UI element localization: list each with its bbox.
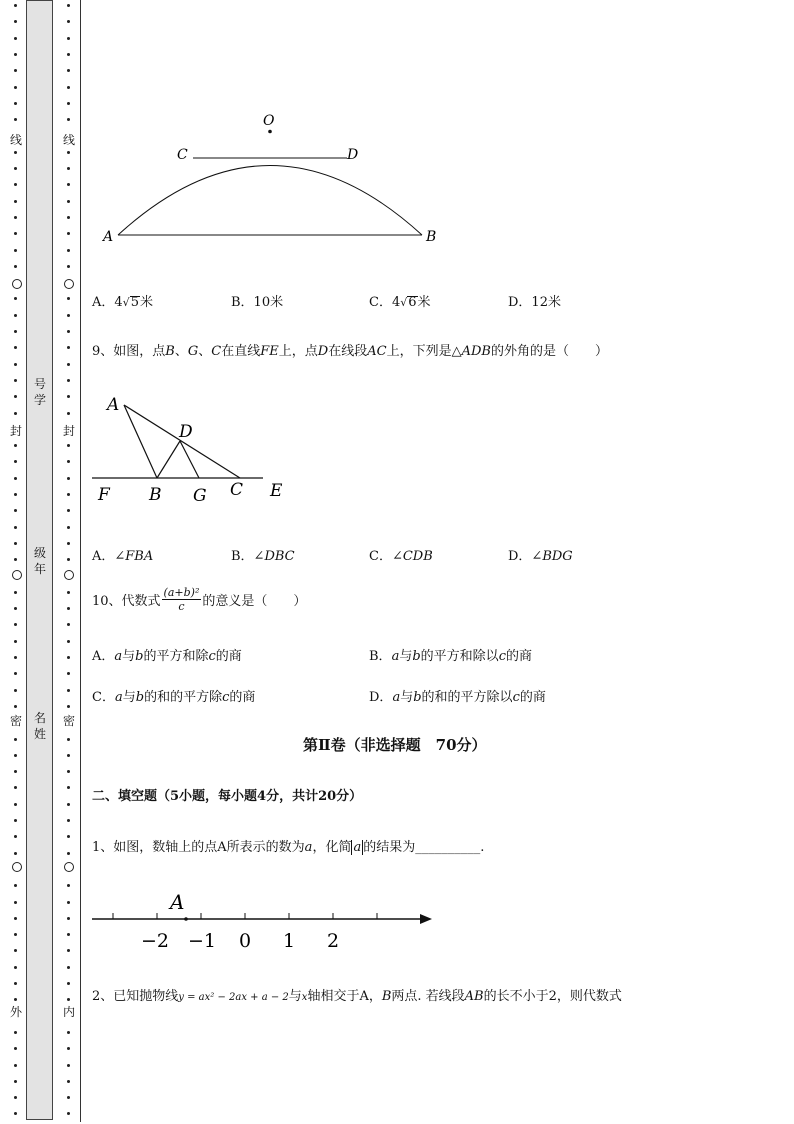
tick-label-minus-2: −2 [141, 930, 170, 952]
q10-c-var-a: a [114, 690, 123, 705]
outer-label-wai: 外 [9, 1005, 22, 1019]
binding-dot [67, 607, 70, 610]
fill-q1-text-pre: 1、如图，数轴上的点A所表示的数为 [92, 840, 305, 855]
binding-dot [67, 558, 70, 561]
label-e: E [270, 481, 283, 501]
q10-c-text-3: 的商 [229, 690, 256, 705]
binding-dot [67, 852, 70, 855]
q10-option-c[interactable] [92, 686, 255, 705]
q10-a-var-b: b [135, 649, 144, 664]
binding-dot [67, 444, 70, 447]
binding-dot [67, 379, 70, 382]
label-b: B [426, 229, 437, 245]
inner-circle-1 [64, 279, 74, 289]
binding-dot [67, 738, 70, 741]
binding-dot [67, 314, 70, 317]
label-a: A [107, 395, 120, 415]
binding-dot [14, 835, 17, 838]
q8-option-c-radicand: 6 [408, 295, 417, 310]
binding-dot [14, 1112, 17, 1115]
q10-a-text-1: 与 [122, 649, 136, 664]
label-c: C [177, 147, 188, 163]
binding-dot [67, 949, 70, 952]
binding-dot [67, 86, 70, 89]
binding-dot [14, 444, 17, 447]
binding-dot [67, 330, 70, 333]
label-c: C [230, 480, 244, 500]
outer-label-mi: 密 [9, 714, 22, 728]
q9-text-6: 的外角的是（ ） [490, 344, 608, 359]
outer-label-feng: 封 [9, 424, 22, 438]
inner-circle-2 [64, 570, 74, 580]
binding-dot [14, 901, 17, 904]
binding-dot [67, 982, 70, 985]
q10-b-label: B． [369, 649, 392, 664]
binding-dot [14, 672, 17, 675]
q10-option-a[interactable] [92, 645, 242, 664]
binding-dot [14, 265, 17, 268]
q10-option-d[interactable] [369, 686, 546, 705]
binding-dot [67, 395, 70, 398]
fill-q2-var-x: x [301, 992, 308, 1003]
binding-dot [67, 493, 70, 496]
binding-dot [14, 477, 17, 480]
outer-circle-3 [12, 862, 22, 872]
binding-dot [14, 998, 17, 1001]
binding-dot [14, 183, 17, 186]
q9-point-g: G [187, 344, 199, 359]
fill-q1-abs-a: a [353, 840, 362, 855]
q8-option-b[interactable]: B．10米 [231, 295, 284, 310]
q10-text-post: 的意义是（ ） [202, 594, 307, 609]
binding-dot [14, 1047, 17, 1050]
q10-b-text-1: 与 [399, 649, 413, 664]
binding-dot [67, 1080, 70, 1083]
binding-dot [14, 689, 17, 692]
binding-dot [14, 982, 17, 985]
binding-dot [67, 640, 70, 643]
q9-option-d-prefix: D．∠ [508, 549, 543, 564]
tick-label-minus-1: −1 [188, 930, 217, 952]
q8-option-a-prefix: A．4 [92, 295, 123, 310]
binding-dot [67, 754, 70, 757]
fill-q1-number-line [88, 886, 438, 956]
binding-dot [67, 770, 70, 773]
binding-dot [14, 542, 17, 545]
binding-dot [67, 705, 70, 708]
point-a [184, 917, 188, 921]
binding-dot [67, 20, 70, 23]
label-f: F [98, 485, 110, 505]
q10-b-text-3: 的商 [505, 649, 532, 664]
inner-label-feng: 封 [62, 424, 75, 438]
q10-a-text-2: 的平方和除 [143, 649, 209, 664]
q10-option-b[interactable] [369, 645, 532, 664]
q9-sep-1: 、 [174, 344, 188, 359]
binding-dot [67, 102, 70, 105]
binding-dot [67, 232, 70, 235]
fill-q2-text-post: 的长不小于2，则代数式 [483, 989, 622, 1004]
binding-dot [14, 297, 17, 300]
binding-dot [14, 933, 17, 936]
binding-dot [67, 200, 70, 203]
q9-option-b-prefix: B．∠ [231, 549, 265, 564]
q9-text-5: 上，下列是△ [386, 344, 462, 359]
binding-dot [67, 933, 70, 936]
label-g: G [193, 486, 207, 506]
binding-dot [14, 526, 17, 529]
q9-option-d[interactable] [508, 545, 573, 564]
binding-dot [14, 37, 17, 40]
binding-dot [14, 1031, 17, 1034]
q9-stem [92, 340, 608, 359]
q10-c-label: C． [92, 690, 115, 705]
q10-d-text-3: 的商 [519, 690, 546, 705]
binding-dot [14, 966, 17, 969]
q9-triangle-figure [88, 388, 298, 508]
q10-b-var-a: a [391, 649, 400, 664]
q10-c-var-b: b [135, 690, 145, 705]
binding-dot [14, 200, 17, 203]
binding-dot [14, 460, 17, 463]
binding-dot [14, 151, 17, 154]
point-a-label: A [170, 890, 185, 914]
outer-circle-2 [12, 570, 22, 580]
binding-dot [14, 493, 17, 496]
q8-option-a-unit: 米 [139, 295, 153, 310]
arch-curve [118, 166, 422, 236]
binding-dot [14, 4, 17, 7]
binding-dot [67, 297, 70, 300]
binding-dot [14, 330, 17, 333]
binding-dot [67, 249, 70, 252]
binding-dot [14, 216, 17, 219]
binding-dot [67, 477, 70, 480]
binding-dot [67, 901, 70, 904]
q10-d-var-a: a [392, 690, 401, 705]
binding-dot [14, 363, 17, 366]
binding-dot [67, 183, 70, 186]
binding-dot [67, 346, 70, 349]
fill-q1-text-post: 的结果为__________. [363, 840, 485, 855]
q9-option-a-prefix: A．∠ [92, 549, 126, 564]
segment-db [157, 441, 180, 478]
label-a: A [103, 229, 114, 245]
binding-dot [67, 53, 70, 56]
outer-circle-1 [12, 279, 22, 289]
label-d: D [179, 422, 193, 442]
q10-b-var-c: c [498, 649, 506, 664]
q8-option-c-prefix: C．4 [369, 295, 401, 310]
binding-dot [67, 460, 70, 463]
label-b: B [149, 485, 162, 505]
fill-q2-text-3: 两点. 若线段 [391, 989, 465, 1004]
inner-dot-line [67, 4, 73, 1124]
binding-dot [14, 69, 17, 72]
binding-dot [14, 852, 17, 855]
inner-label-mi: 密 [62, 714, 75, 728]
q9-triangle-adb: ADB [461, 344, 491, 359]
binding-dot [14, 232, 17, 235]
binding-dot [14, 558, 17, 561]
tick-label-1: 1 [283, 930, 296, 952]
binding-dot [67, 998, 70, 1001]
q9-option-d-angle: BDG [542, 549, 573, 564]
q8-arch-figure [95, 108, 445, 248]
q10-d-text-1: 与 [400, 690, 414, 705]
q9-option-c-angle: CDB [402, 549, 433, 564]
inner-label-xian: 线 [62, 133, 75, 147]
binding-dot [67, 69, 70, 72]
binding-dot [14, 167, 17, 170]
binding-dot [14, 640, 17, 643]
binding-dot [14, 314, 17, 317]
fill-q2-text-pre: 2、已知抛物线 [92, 989, 179, 1004]
q9-option-b[interactable] [231, 545, 295, 564]
fill-q1-stem [92, 836, 484, 855]
q9-segment-ac: AC [367, 344, 387, 359]
q9-point-c: C [211, 344, 222, 359]
binding-dot [14, 1064, 17, 1067]
fill-q2-point-b: B [381, 989, 392, 1004]
binding-dot [14, 917, 17, 920]
binding-dot [14, 118, 17, 121]
binding-dot [67, 803, 70, 806]
binding-dot [14, 786, 17, 789]
fill-q2-text-2: 轴相交于A， [307, 989, 382, 1004]
binding-dot [67, 1112, 70, 1115]
inner-label-nei: 内 [62, 1005, 75, 1019]
q8-option-d[interactable]: D．12米 [508, 295, 561, 310]
binding-dot [14, 20, 17, 23]
q9-line-fe: FE [260, 344, 279, 359]
binding-dot [67, 4, 70, 7]
binding-dot [14, 623, 17, 626]
q10-a-var-c: c [208, 649, 216, 664]
binding-dot [67, 672, 70, 675]
binding-dot [14, 249, 17, 252]
binding-dot [67, 884, 70, 887]
binding-dot [14, 656, 17, 659]
outer-dot-line [14, 4, 20, 1124]
q8-option-c-unit: 米 [417, 295, 431, 310]
binding-dot [14, 591, 17, 594]
q8-option-c[interactable]: C．4√6米 [369, 295, 431, 310]
q9-text-1: 9、如图，点 [92, 344, 166, 359]
binding-dot [67, 656, 70, 659]
grade-label: 级年 [33, 546, 46, 576]
binding-dot [14, 884, 17, 887]
binding-dot [67, 509, 70, 512]
section-2-subtitle: 二、填空题（5小题，每小题4分，共计20分） [92, 789, 363, 804]
q10-fraction-denominator: c [178, 600, 185, 613]
q10-fraction [162, 586, 202, 613]
q10-c-text-2: 的和的平方除 [144, 690, 223, 705]
binding-dot [67, 1031, 70, 1034]
binding-dot [67, 118, 70, 121]
binding-dot [14, 102, 17, 105]
tick-label-2: 2 [327, 930, 340, 952]
q9-point-d: D [317, 344, 329, 359]
binding-dot [14, 949, 17, 952]
binding-dot [67, 167, 70, 170]
binding-dot [67, 526, 70, 529]
tick-label-0: 0 [239, 930, 252, 952]
inner-circle-3 [64, 862, 74, 872]
fill-q1-text-mid: ，化简 [312, 840, 352, 855]
fill-q2-parabola-formula: y = ax² − 2ax + a − 2 [178, 992, 289, 1003]
binding-margin [0, 0, 82, 1123]
binding-dot [14, 1096, 17, 1099]
q10-a-label: A． [92, 649, 115, 664]
fill-q2-stem [92, 985, 622, 1004]
binding-dot [67, 265, 70, 268]
binding-dot [67, 37, 70, 40]
fill-q1-var-a: a [304, 840, 313, 855]
fill-q2-text-1: 与 [288, 989, 302, 1004]
label-o: O [263, 113, 275, 129]
q9-text-4: 在线段 [328, 344, 368, 359]
student-number-label: 号学 [33, 377, 46, 407]
q10-a-var-a: a [114, 649, 123, 664]
q10-c-var-c: c [222, 690, 230, 705]
binding-dot [67, 623, 70, 626]
binding-dot [14, 509, 17, 512]
binding-dot [14, 819, 17, 822]
q9-option-a[interactable] [92, 545, 153, 564]
binding-dot [14, 705, 17, 708]
binding-dot [14, 770, 17, 773]
binding-dot [14, 412, 17, 415]
q10-d-var-c: c [512, 690, 520, 705]
q8-option-a-radicand: 5 [130, 295, 139, 310]
q9-point-b: B [165, 344, 175, 359]
q9-text-2: 在直线 [221, 344, 261, 359]
binding-dot [67, 819, 70, 822]
binding-dot [67, 1096, 70, 1099]
q10-b-text-2: 的平方和除以 [420, 649, 499, 664]
label-d: D [347, 147, 359, 163]
q9-sep-2: 、 [198, 344, 212, 359]
binding-dot [14, 803, 17, 806]
binding-dot [67, 835, 70, 838]
binding-dot [67, 412, 70, 415]
q10-c-text-1: 与 [122, 690, 136, 705]
binding-dot [67, 591, 70, 594]
q10-fraction-numerator: (a+b)² [163, 586, 200, 599]
binding-dot [67, 1047, 70, 1050]
q9-option-c[interactable] [369, 545, 433, 564]
binding-dot [67, 542, 70, 545]
q9-text-3: 上，点 [278, 344, 318, 359]
binding-dot [67, 917, 70, 920]
binding-dot [14, 346, 17, 349]
name-label: 名姓 [33, 711, 46, 741]
outer-label-xian: 线 [9, 133, 22, 147]
q8-option-a[interactable]: A．4√5米 [92, 295, 153, 310]
q10-stem [92, 586, 306, 613]
binding-dot [14, 395, 17, 398]
q10-b-var-b: b [412, 649, 421, 664]
binding-dot [67, 1064, 70, 1067]
binding-dot [14, 607, 17, 610]
binding-dot [14, 53, 17, 56]
q10-d-label: D． [369, 690, 393, 705]
section-2-title: 第Ⅱ卷（非选择题 70分） [303, 736, 487, 754]
binding-dot [67, 363, 70, 366]
binding-dot [14, 86, 17, 89]
q10-d-var-b: b [413, 690, 422, 705]
q10-a-text-3: 的商 [215, 649, 242, 664]
q10-d-text-2: 的和的平方除以 [421, 690, 513, 705]
binding-dot [14, 754, 17, 757]
q9-option-b-angle: DBC [264, 549, 295, 564]
binding-dot [14, 1080, 17, 1083]
q9-option-a-angle: FBA [125, 549, 154, 564]
binding-dot [67, 689, 70, 692]
binding-dot [14, 379, 17, 382]
margin-rule-line [80, 0, 81, 1122]
point-o [268, 130, 272, 134]
number-line-arrow [420, 914, 432, 924]
binding-dot [67, 966, 70, 969]
binding-dot [67, 216, 70, 219]
binding-dot [67, 786, 70, 789]
binding-dot [67, 151, 70, 154]
fill-q2-segment-ab: AB [464, 989, 484, 1004]
binding-dot [14, 738, 17, 741]
q9-option-c-prefix: C．∠ [369, 549, 403, 564]
q10-text-pre: 10、代数式 [92, 594, 161, 609]
